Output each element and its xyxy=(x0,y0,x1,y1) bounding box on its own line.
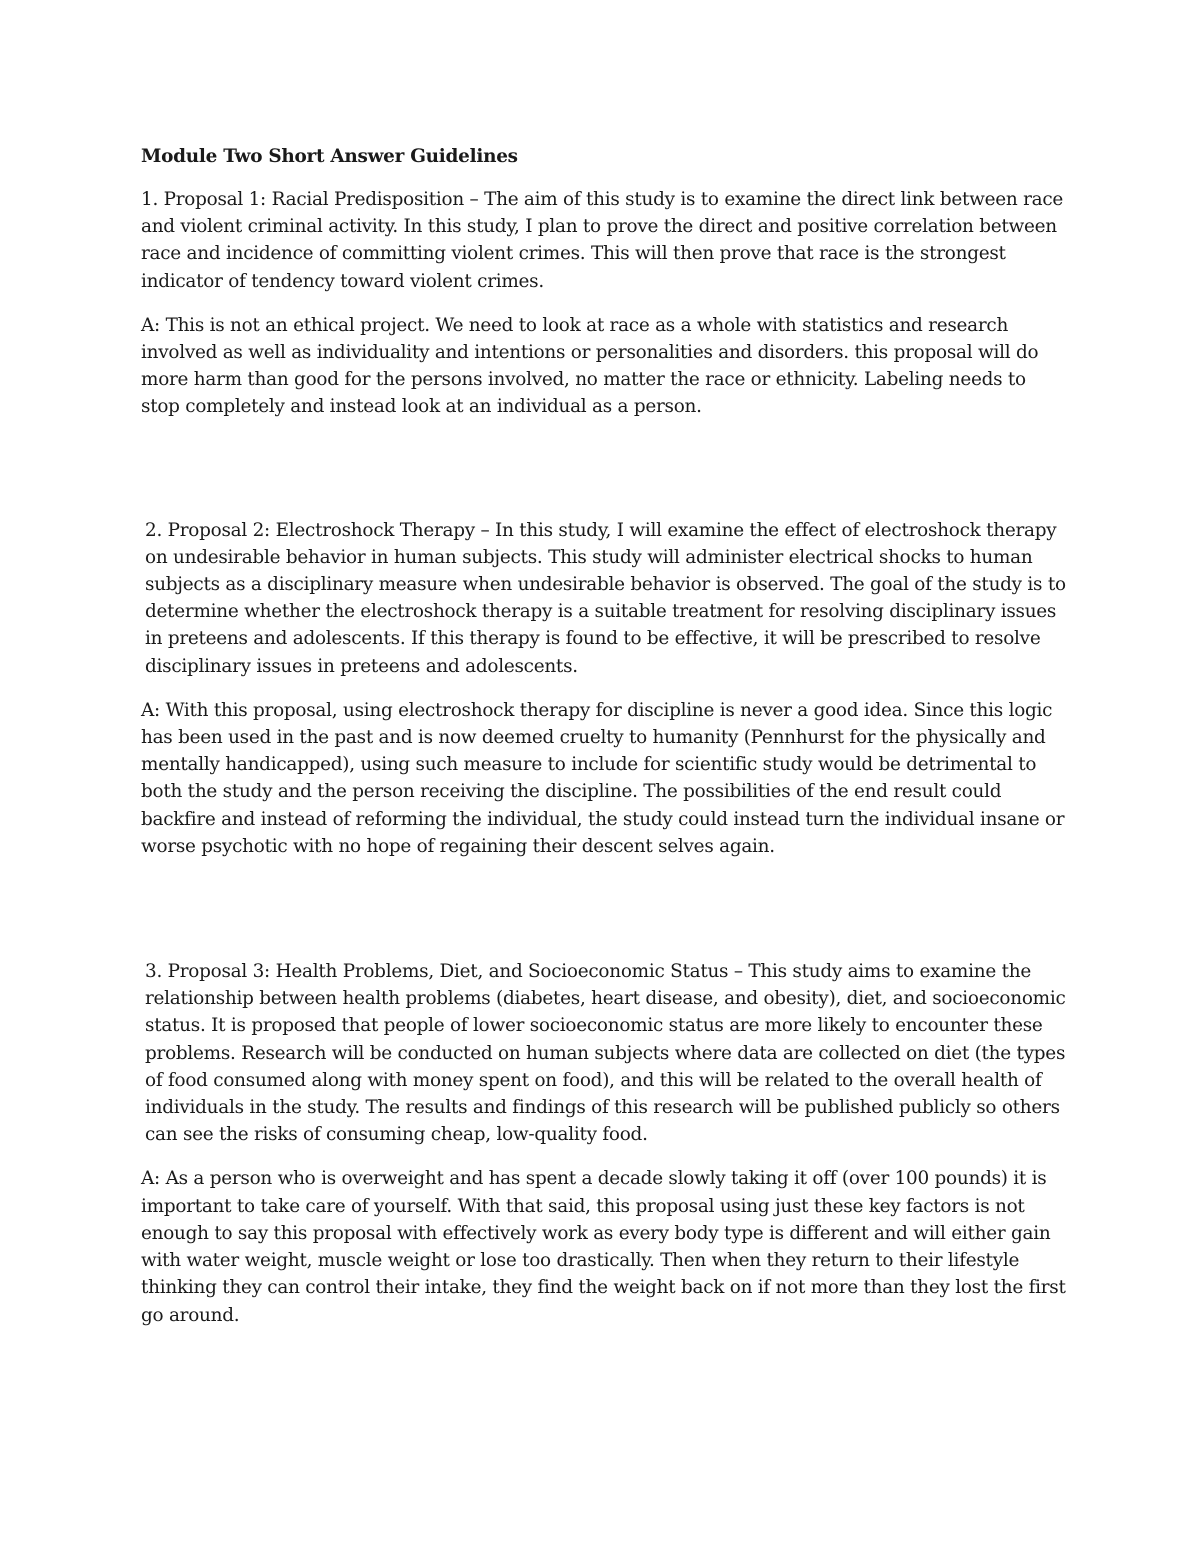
proposal-2-text: 2. Proposal 2: Electroshock Therapy – In this study, I will examine the effect of electroshock therapy on undesirable behavior in human subjects. This study will administer electrical shocks to human subjects as a disciplinary measure when undesirable behavior is observed. The goal of the study is to determine whether the electroshock therapy is a suitable treatment for resolving disciplinary issues in preteens and adolescents. If this therapy is found to be effective, it will be prescribed to resolve disciplinary issues in preteens and adolescents. xyxy=(145,519,1066,677)
proposal-3-text: 3. Proposal 3: Health Problems, Diet, and Socioeconomic Status – This study aims to examine the relationship between health problems (diabetes, heart disease, and obesity), diet, and socioeconomic status. It is proposed that people of lower socioeconomic status are more likely to encounter these problems. Research will be conducted on human subjects where data are collected on diet (the types of food consumed along with money spent on food), and this will be related to the overall health of individuals in the study. The results and findings of this research will be published publicly so others can see the risks of consuming cheap, low-quality food. xyxy=(145,961,1066,1146)
document-body xyxy=(141,143,1066,1329)
section-spacer xyxy=(141,860,1066,958)
proposal-1-text: 1. Proposal 1: Racial Predisposition – The aim of this study is to examine the direct link between race and violent criminal activity. In this study, I plan to prove the direct and positive correlation between race and incidence of committing violent crimes. This will then prove that race is the strongest indicator of tendency toward violent crimes. xyxy=(141,189,1064,292)
answer-2-text: A: With this proposal, using electroshock therapy for discipline is never a good idea. Since this logic has been used in the past and is now deemed cruelty to humanity (Pennhurst for the physically and mentally handicapped), using such measure to include for scientific study would be detrimental to both the study and the person receiving the discipline. The possibilities of the end result could backfire and instead of reforming the individual, the study could instead turn the individual insane or worse psychotic with no hope of regaining their descent selves again. xyxy=(141,699,1065,857)
document-title: Module Two Short Answer Guidelines xyxy=(141,146,518,167)
answer-3-text: A: As a person who is overweight and has spent a decade slowly taking it off (over 100 pounds) it is important to take care of yourself. With that said, this proposal using just these key factors is not enough to say this proposal with effectively work as every body type is different and will either gain with water weight, muscle weight or lose too drastically. Then when they return to their lifestyle thinking they can control their intake, they find the weight back on if not more than they lost the first go around. xyxy=(141,1168,1066,1326)
answer-1-text: A: This is not an ethical project. We need to look at race as a whole with statistics and research involved as well as individuality and intentions or personalities and disorders. this proposal will do more harm than good for the persons involved, no matter the race or ethnicity. Labeling needs to stop completely and instead look at an individual as a person. xyxy=(141,314,1039,418)
section-spacer xyxy=(141,421,1066,517)
